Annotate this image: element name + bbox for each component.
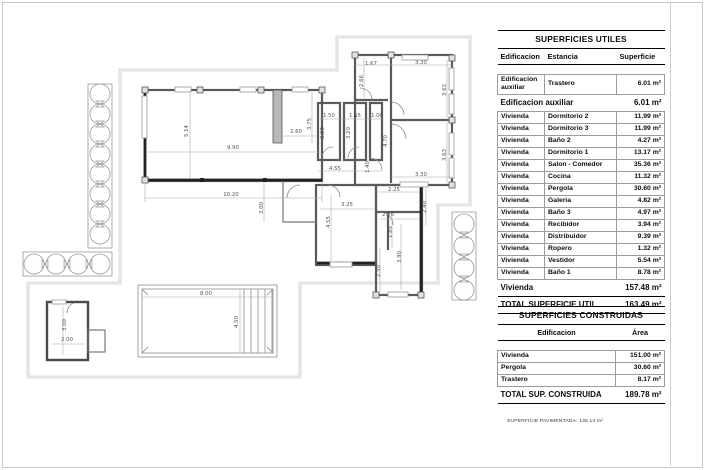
dimension-label: 4.50 [234,315,240,329]
table-cell: Vivienda [498,183,545,195]
dimension-label: 2.40 [422,200,428,214]
column-header-edificacion: Edificacion [498,324,616,340]
table-cell: Vivienda [498,243,545,255]
dimension-label: 3.90 [397,250,403,264]
table-cell: 30.60 m² [616,362,665,374]
table-cell: Vivienda [498,111,545,123]
dimension-label: 2.50 [376,264,382,278]
dimension-label: 1.50 [322,113,336,119]
table-row [498,231,665,243]
table-cell: Salon - Comedor [545,159,617,171]
total-label: TOTAL SUP. CONSTRUIDA [498,386,616,403]
table-cell: 11.32 m² [617,171,665,183]
dimension-label: 8.00 [199,291,213,297]
dimension-label: 2.26 [381,212,395,218]
dimension-label: 2.25 [387,187,401,193]
dimension-label: 3.00 [62,318,68,332]
partition-wall [273,90,282,143]
table-cell: 35.36 m² [617,159,665,171]
table-cell: 1.32 m² [617,243,665,255]
table-cell: 11.99 m² [617,123,665,135]
table-row [498,183,665,195]
subtotal-label: Edificacion auxiliar [500,97,574,107]
dimension-label: 5.14 [184,124,190,138]
table-row [498,267,665,279]
table-cell: Pergola [498,362,616,374]
tree-row-left [88,84,112,248]
dimension-label: 1.00 [370,113,384,119]
table-row [498,219,665,231]
total-value: 163.49 m² [617,296,665,313]
table-cell: Dormitorio 2 [545,111,617,123]
table-row [498,255,665,267]
tree-row-right [452,212,476,300]
table-cell: Dormitorio 1 [545,147,617,159]
table-cell: Baño 3 [545,207,617,219]
table-cell: Vivienda [498,255,545,267]
table-cell: Vivienda [498,350,616,362]
table-cell: 151.00 m² [616,350,665,362]
table-cell: Vivienda [498,159,545,171]
table-cell: Vivienda [498,171,545,183]
table-cell: Trastero [498,374,616,386]
table-cell: Distribuidor [545,231,617,243]
table-cell: Vivienda [498,267,545,279]
column-header-estancia: Estancia [545,48,617,64]
table-row [498,350,665,362]
table-row [498,362,665,374]
table-cell: 4.27 m² [617,135,665,147]
table-title: SUPERFICIES CONSTRUIDAS [498,307,665,325]
table-cell: Recibidor [545,219,617,231]
table-row [498,74,665,94]
table-cell: 4.82 m² [617,195,665,207]
tree-row-bottom [23,252,112,276]
table-cell: 4.97 m² [617,207,665,219]
dimension-label: 2.00 [60,337,74,343]
table-cell: 13.17 m² [617,147,665,159]
dimension-label: 3.20 [320,126,326,140]
dimension-label: 4.55 [326,215,332,229]
table-cell: Ropero [545,243,617,255]
dimension-label: 3.20 [346,126,352,140]
subtotal-value: 157.48 m² [617,279,665,296]
table-cell: Vivienda [498,219,545,231]
table-cell: Edificacion auxiliar [498,74,545,94]
dimension-label: 1.40 [365,160,371,174]
table-row [498,135,665,147]
total-label: TOTAL SUPERFICIE UTIL [498,296,617,313]
table-cell: Baño 2 [545,135,617,147]
table-cell: Trastero [545,74,617,94]
windows [142,55,454,297]
dimension-label: 1.55 [348,113,362,119]
table-cell: Vivienda [498,207,545,219]
sheet-border-line [670,2,671,466]
table-superficies-utiles [497,30,665,314]
dimension-label: 3.63 [442,148,448,162]
table-cell: 3.94 m² [617,219,665,231]
column-header-superficie: Superficie [617,48,665,64]
table-cell: 30.60 m² [617,183,665,195]
column-header-area: Área [616,324,665,340]
table-cell: 6.01 m² [617,74,665,94]
table-cell: 5.54 m² [617,255,665,267]
table-title: SUPERFICIES UTILES [498,31,665,49]
subtotal-row-aux [498,94,665,111]
dimension-label: 3.00 [259,201,265,215]
table-row [498,207,665,219]
total-value: 189.78 m² [616,386,665,403]
table-row [498,159,665,171]
table-row [498,147,665,159]
table-cell: Vivienda [498,135,545,147]
dimension-label: 1.67 [364,61,378,67]
dimension-label: 4.70 [383,134,389,148]
table-row [498,171,665,183]
table-cell: 9.39 m² [617,231,665,243]
column-header-edificacion: Edificacion [498,48,545,64]
table-row [498,123,665,135]
dimension-label: 3.30 [414,60,428,66]
table-cell: Cocina [545,171,617,183]
subtotal-label: Vivienda [498,279,617,296]
trastero-building [47,300,105,360]
table-row [498,195,665,207]
pavimentada-note: SUPERFICIE PAVIMENTADA: 136.14 m² [507,419,604,424]
dimension-label: 3.75 [307,117,313,131]
table-cell: Galeria [545,195,617,207]
total-row-construida [498,386,665,403]
dimension-label: 9.90 [226,145,240,151]
dimension-label: 4.55 [328,166,342,172]
subtotal-row-vivienda [498,279,665,296]
table-cell: Vivienda [498,231,545,243]
dimension-label: 10.20 [223,192,239,198]
table-superficies-construidas [497,306,665,404]
table-cell: 8.78 m² [617,267,665,279]
table-cell: Vivienda [498,123,545,135]
subtotal-value: 6.01 m² [633,97,662,107]
dimension-label: 3.30 [414,172,428,178]
table-cell: 8.17 m² [616,374,665,386]
dimension-label: 3.63 [442,83,448,97]
table-cell: Dormitorio 3 [545,123,617,135]
table-cell: Vivienda [498,195,545,207]
table-cell: Pergola [545,183,617,195]
dimension-label: 3.25 [340,202,354,208]
table-row [498,111,665,123]
table-row [498,243,665,255]
table-cell: Vivienda [498,147,545,159]
dimension-label: 2.60 [289,129,303,135]
table-cell: Baño 1 [545,267,617,279]
table-row [498,374,665,386]
table-cell: Vestidor [545,255,617,267]
table-cell: 11.99 m² [617,111,665,123]
dimension-label: 2.66 [359,74,365,88]
dimension-label: 1.89 [388,225,394,239]
